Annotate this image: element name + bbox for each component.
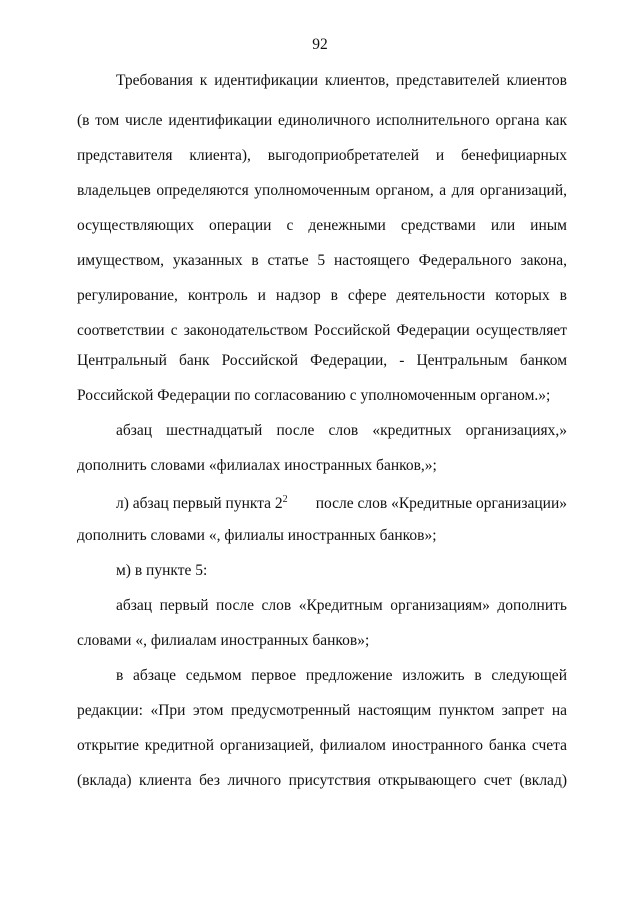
text-line: редакции: «При этом предусмотренный настоящим пунктом запрет на	[77, 702, 567, 719]
text-line: открытие кредитной организацией, филиалом иностранного банка счета	[77, 737, 567, 754]
text-line: Центральный банк Российской Федерации, - Центральным банком	[77, 352, 567, 369]
item-l-rest: после слов «Кредитные организации»	[315, 495, 567, 512]
superscript: 2	[282, 494, 288, 505]
item-l-prefix: л) абзац первый пункта $2^2$	[116, 494, 288, 512]
text-line: регулирование, контроль и надзор в сфере деятельности которых в	[77, 287, 567, 304]
text-line: дополнить словами «филиалах иностранных банков,»;	[77, 457, 437, 474]
text-line: осуществляющих операции с денежными средствами или иным	[77, 217, 567, 234]
text-line: владельцев определяются уполномоченным органом, а для организаций,	[77, 182, 567, 199]
text-line: дополнить словами «, филиалы иностранных банков»;	[77, 527, 437, 544]
text-line: Российской Федерации по согласованию с уполномоченным органом.»;	[77, 387, 551, 404]
text-line: соответствии с законодательством Российской Федерации осуществляет	[77, 322, 567, 339]
text-line: словами «, филиалам иностранных банков»;	[77, 632, 370, 649]
text-line: имуществом, указанных в статье 5 настоящего Федерального закона,	[77, 252, 567, 269]
text-line: Требования к идентификации клиентов, представителей клиентов	[116, 72, 567, 89]
text-line: абзац шестнадцатый после слов «кредитных организациях,»	[116, 422, 567, 439]
text-line: (в том числе идентификации единоличного исполнительного органа как	[77, 112, 567, 129]
text-line: (вклада) клиента без личного присутствия открывающего счет (вклад)	[77, 772, 567, 789]
item-l-line	[116, 494, 567, 514]
page-number: 92	[312, 36, 328, 53]
text-line: абзац первый после слов «Кредитным организациям» дополнить	[116, 597, 567, 614]
text-line: м) в пункте 5:	[116, 562, 208, 579]
text-line: представителя клиента), выгодоприобретателей и бенефициарных	[77, 147, 567, 164]
text-line: в абзаце седьмом первое предложение изложить в следующей	[116, 667, 567, 684]
